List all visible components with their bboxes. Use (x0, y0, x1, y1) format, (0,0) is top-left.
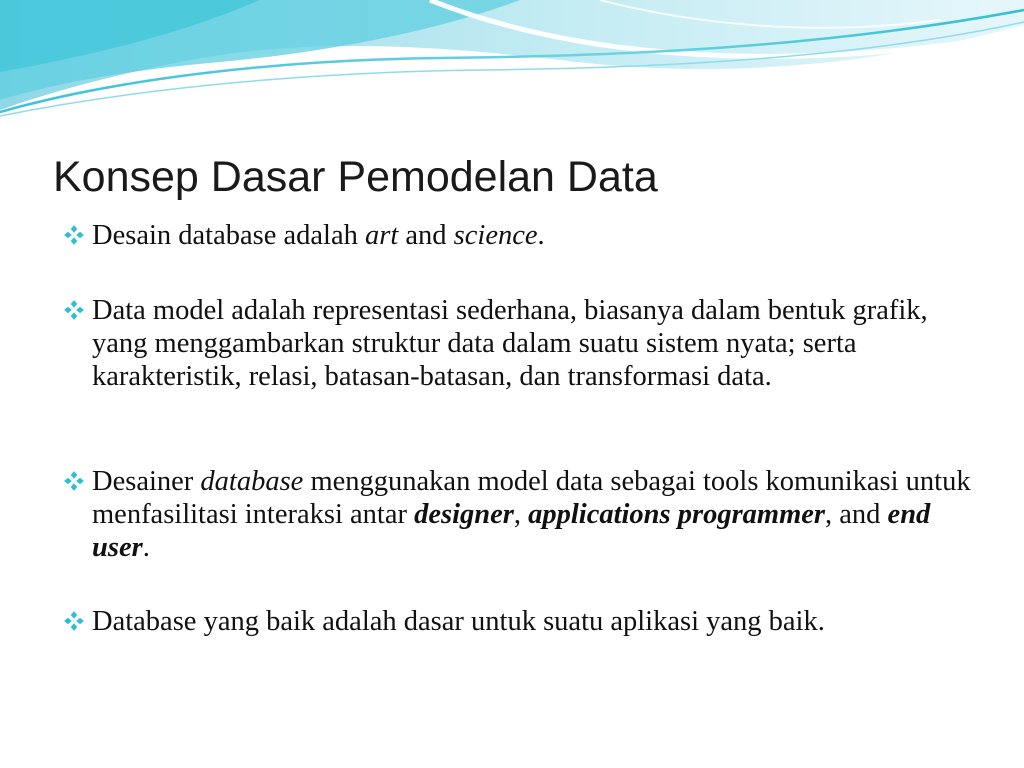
bullet-text: Data model adalah representasi sederhana, biasanya dalam bentuk grafik, yang menggambarkan struktur data dalam suatu sistem nyata; serta karakteristik, relasi, batasan-batasan, dan transformasi data. (92, 295, 928, 392)
bullet-item-4 (92, 605, 972, 638)
four-diamond-bullet-icon (63, 224, 85, 246)
bullet-item-2 (92, 294, 972, 393)
four-diamond-bullet-icon (63, 610, 85, 632)
four-diamond-bullet-icon (63, 299, 85, 321)
bullet-text: , and (825, 499, 888, 530)
emphasis-designer: designer (414, 499, 514, 530)
bullet-text: Desainer (92, 466, 201, 497)
bullet-text: . (537, 220, 545, 251)
bullet-item-1 (92, 219, 972, 252)
bullet-text: menggunakan model data sebagai tools komunikasi untuk menfasilitasi interaksi antar (92, 466, 971, 530)
emphasis-art: art (365, 220, 399, 251)
emphasis-applications-programmer: applications programmer (528, 499, 826, 530)
bullet-text: . (142, 532, 150, 563)
bullet-text: Database yang baik adalah dasar untuk suatu aplikasi yang baik. (92, 606, 825, 637)
bullet-text: , (513, 499, 529, 530)
bullet-item-3 (92, 465, 972, 564)
emphasis-database: database (200, 466, 304, 497)
four-diamond-bullet-icon (63, 470, 85, 492)
emphasis-end-user: end user (92, 499, 931, 563)
bullet-text: Desain database adalah (92, 220, 365, 251)
emphasis-science: science (453, 220, 538, 251)
slide-title: Konsep Dasar Pemodelan Data (53, 153, 658, 201)
bullet-text: and (398, 220, 454, 251)
